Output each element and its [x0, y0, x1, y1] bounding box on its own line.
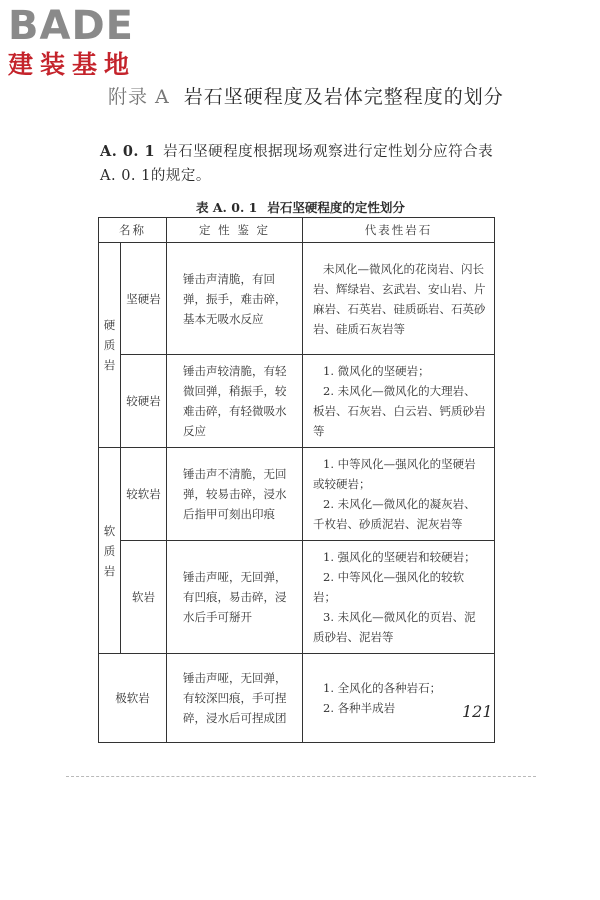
row-description: 锤击声清脆，有回弹，振手，难击碎，基本无吸水反应	[167, 243, 303, 355]
header-name: 名称	[99, 218, 167, 243]
table-number: 表 A. 0. 1	[196, 200, 258, 215]
group-soft-rock: 软 质 岩	[99, 448, 121, 654]
table-row	[99, 654, 495, 743]
group-hard-rock: 硬 质 岩	[99, 243, 121, 448]
table-row	[99, 243, 495, 355]
logo-wordmark: BADE	[8, 3, 134, 49]
row-description: 锤击声不清脆，无回弹，较易击碎，浸水后指甲可刻出印痕	[167, 448, 303, 541]
table-header-row	[99, 218, 495, 243]
table-title: 岩石坚硬程度的定性划分	[267, 200, 405, 215]
table-row	[99, 541, 495, 654]
row-description: 锤击声哑，无回弹，有较深凹痕，手可捏碎，浸水后可捏成团	[167, 654, 303, 743]
rock-hardness-table	[98, 217, 495, 743]
table-row	[99, 355, 495, 448]
header-qualitative: 定 性 鉴 定	[167, 218, 303, 243]
logo-subtitle: 建装基地	[8, 50, 137, 79]
row-examples: 未风化—微风化的花岗岩、闪长岩、辉绿岩、玄武岩、安山岩、片麻岩、石英岩、硅质砾岩、石英砂岩、硅质石灰岩等	[303, 243, 495, 355]
clause-number: A. 0. 1	[100, 143, 156, 160]
row-examples: 1. 微风化的坚硬岩； 2. 未风化—微风化的大理岩、板岩、石灰岩、白云岩、钙质砂岩等	[303, 355, 495, 448]
page-number: 121	[462, 702, 493, 721]
row-examples: 1. 中等风化—强风化的坚硬岩或较硬岩； 2. 未风化—微风化的凝灰岩、千枚岩、砂质泥岩、泥灰岩等	[303, 448, 495, 541]
scan-edge-divider	[66, 776, 536, 777]
clause-text: 岩石坚硬程度根据现场观察进行定性划分应符合表A. 0. 1的规定。	[100, 144, 494, 184]
row-examples: 1. 强风化的坚硬岩和较硬岩； 2. 中等风化—强风化的较软岩； 3. 未风化—微风化的页岩、泥质砂岩、泥岩等	[303, 541, 495, 654]
row-examples: 1. 全风化的各种岩石； 2. 各种半成岩	[303, 654, 495, 743]
appendix-heading	[108, 82, 504, 109]
bade-logo	[8, 4, 178, 80]
row-name: 极软岩	[99, 654, 167, 743]
clause-paragraph	[100, 140, 500, 188]
header-examples: 代表性岩石	[303, 218, 495, 243]
row-name: 较硬岩	[121, 355, 167, 448]
row-description: 锤击声较清脆，有轻微回弹，稍振手，较难击碎，有轻微吸水反应	[167, 355, 303, 448]
appendix-title: 岩石坚硬程度及岩体完整程度的划分	[183, 86, 504, 108]
row-name: 较软岩	[121, 448, 167, 541]
table-row	[99, 448, 495, 541]
row-description: 锤击声哑，无回弹，有凹痕，易击碎，浸水后手可掰开	[167, 541, 303, 654]
appendix-label: 附录 A	[108, 86, 170, 108]
row-name: 软岩	[121, 541, 167, 654]
row-name: 坚硬岩	[121, 243, 167, 355]
table-caption	[196, 198, 405, 216]
